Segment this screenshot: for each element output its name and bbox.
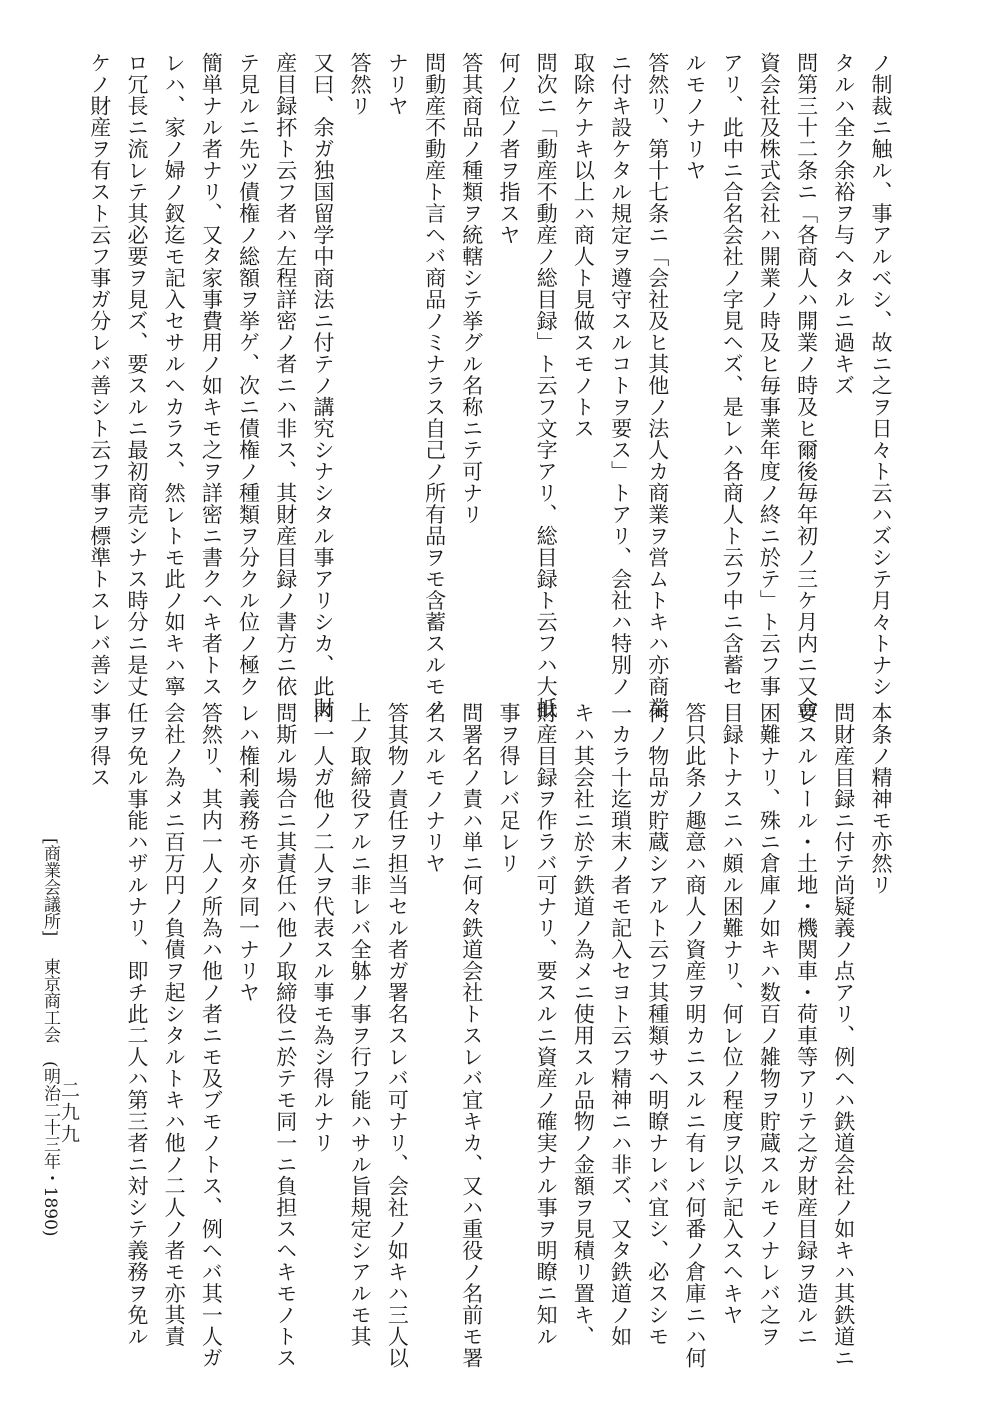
text-line: 問斯ル場合ニ其責任ハ他ノ取締役ニ於テモ同一ニ負担スヘキモノトス bbox=[273, 702, 298, 1369]
text-line: 名スルモノナリヤ bbox=[422, 702, 447, 874]
source-label: [商業会議所] bbox=[40, 838, 60, 937]
text-line: ニ付キ設ケタル規定ヲ遵守スルコトヲ要ス」トアリ、会社ハ特別ノ bbox=[608, 52, 633, 697]
text-line: 答然リ、第十七条ニ「会社及ヒ其他ノ法人カ商業ヲ営ムトキハ亦商業 bbox=[645, 52, 670, 719]
text-line: 要スルレール・土地・機関車・荷車等アリテ之ガ財産目録ヲ造ルニ bbox=[794, 702, 819, 1347]
text-line: 問次ニ「動産不動産ノ総目録」ト云フ文字アリ、総目録ト云フハ大抵 bbox=[534, 52, 559, 719]
text-line: 任ヲ免ル事能ハザルナリ、即チ此二人ハ第三者ニ対シテ義務ヲ免ル bbox=[124, 702, 149, 1347]
text-line: ナリヤ bbox=[385, 52, 410, 117]
text-line: テ見ルニ先ツ債権ノ総額ヲ挙ゲ、次ニ債権ノ種類ヲ分クル位ノ極ク bbox=[236, 52, 261, 697]
text-line: 会社ノ為メニ百万円ノ負債ヲ起シタルトキハ他ノ二人ノ者モ亦其責 bbox=[162, 702, 187, 1347]
source-footer bbox=[36, 838, 64, 1237]
text-line: ノ制裁ニ触ル、事アルベシ、故ニ之ヲ日々ト云ハズシテ月々トナシ bbox=[869, 52, 893, 697]
text-line: ロ冗長ニ流レテ其必要ヲ見ズ、要スルニ最初商売シナス時分ニ是丈 bbox=[124, 52, 149, 697]
text-line: 答其物ノ責任ヲ担当セル者ガ署名スレバ可ナリ、会社ノ如キハ三人以 bbox=[385, 702, 410, 1369]
page-number: 二九九 bbox=[58, 1080, 80, 1146]
text-line: 取除ケナキ以上ハ商人ト見做スモノトス bbox=[571, 52, 596, 439]
text-line: タルハ全ク余裕ヲ与ヘタルニ過キズ bbox=[831, 52, 856, 396]
date-label: (明治二十三年・1890) bbox=[40, 1061, 60, 1237]
text-line: 内一人ガ他ノ二人ヲ代表スル事モ為シ得ルナリ bbox=[310, 702, 335, 1154]
text-line: 簡単ナル者ナリ、又タ家事費用ノ如キモ之ヲ詳密ニ書クヘキ者トス bbox=[199, 52, 224, 697]
text-line: 財産目録ヲ作ラバ可ナリ、要スルニ資産ノ確実ナル事ヲ明瞭ニ知ル bbox=[534, 702, 559, 1347]
text-line: 答然リ bbox=[348, 52, 373, 117]
text-line: 問財産目録ニ付テ尚疑義ノ点アリ、例ヘハ鉄道会社ノ如キハ其鉄道ニ bbox=[831, 702, 856, 1369]
text-line: レハ、家ノ婦ノ釵迄モ記入セサルヘカラス、然レトモ此ノ如キハ寧 bbox=[162, 52, 187, 697]
text-line: 事ヲ得レバ足レリ bbox=[496, 702, 521, 874]
text-line: 答只此条ノ趣意ハ商人ノ資産ヲ明カニスルニ有レバ何番ノ倉庫ニハ何 bbox=[682, 702, 707, 1369]
text-line: 答然リ、其内一人ノ所為ハ他ノ者ニモ及ブモノトス、例ヘバ其一人ガ bbox=[199, 702, 224, 1369]
text-line: キハ其会社ニ於テ鉄道ノ為メニ使用スル品物ノ金額ヲ見積リ置キ、 bbox=[571, 702, 596, 1347]
text-line: アリ、此中ニ合名会社ノ字見ヘズ、是レハ各商人ト云フ中ニ含蓄セ bbox=[720, 52, 745, 697]
text-line: 問第三十二条ニ「各商人ハ開業ノ時及ヒ爾後毎年初ノ三ケ月内ニ又合 bbox=[794, 52, 819, 719]
text-line: 困難ナリ、殊ニ倉庫ノ如キハ数百ノ雑物ヲ貯蔵スルモノナレバ之ヲ bbox=[757, 702, 782, 1347]
text-line: 何ノ位ノ者ヲ指スヤ bbox=[496, 52, 521, 246]
text-line: 一カラ十迄瑣末ノ者モ記入セヨト云フ精神ニハ非ズ、又タ鉄道ノ如 bbox=[608, 702, 633, 1347]
text-line: 本条ノ精神モ亦然リ bbox=[869, 702, 893, 896]
text-line: 問署名ノ責ハ単ニ何々鉄道会社トスレバ宜キカ、又ハ重役ノ名前モ署 bbox=[459, 702, 484, 1369]
text-line: 上ノ取締役アルニ非レバ全躰ノ事ヲ行フ能ハサル旨規定シアルモ其 bbox=[348, 702, 373, 1347]
text-line: 問動産不動産ト言ヘバ商品ノミナラス自己ノ所有品ヲモ含蓄スルモノ bbox=[422, 52, 447, 719]
text-line: ケノ財産ヲ有スト云フ事ガ分レバ善シト云フ事ヲ標準トスレバ善シ bbox=[87, 52, 112, 697]
text-line: レハ権利義務モ亦タ同一ナリヤ bbox=[236, 702, 261, 1003]
text-line: 事ヲ得ス bbox=[87, 702, 112, 788]
text-line: 又曰、余ガ独国留学中商法ニ付テノ講究シナシタル事アリシカ、此財 bbox=[310, 52, 335, 719]
text-line: 資会社及株式会社ハ開業ノ時及ヒ毎事業年度ノ終ニ於テ」ト云フ事 bbox=[757, 52, 782, 697]
text-line: 産目録抔ト云フ者ハ左程詳密ノ者ニハ非ス、其財産目録ノ書方ニ依 bbox=[273, 52, 298, 697]
upper-text-block bbox=[81, 52, 899, 719]
text-line: 何ノ物品ガ貯蔵シアルト云フ其種類サヘ明瞭ナレバ宜シ、必スシモ bbox=[645, 702, 670, 1347]
text-line: ルモノナリヤ bbox=[682, 52, 707, 181]
text-line: 答其商品ノ種類ヲ統轄シテ挙グル名称ニテ可ナリ bbox=[459, 52, 484, 525]
publisher-label: 東京商工会 bbox=[40, 958, 60, 1044]
text-line: 目録トナスニハ頗ル困難ナリ、何レ位ノ程度ヲ以テ記入スヘキヤ bbox=[720, 702, 745, 1326]
lower-text-block bbox=[81, 702, 899, 1369]
